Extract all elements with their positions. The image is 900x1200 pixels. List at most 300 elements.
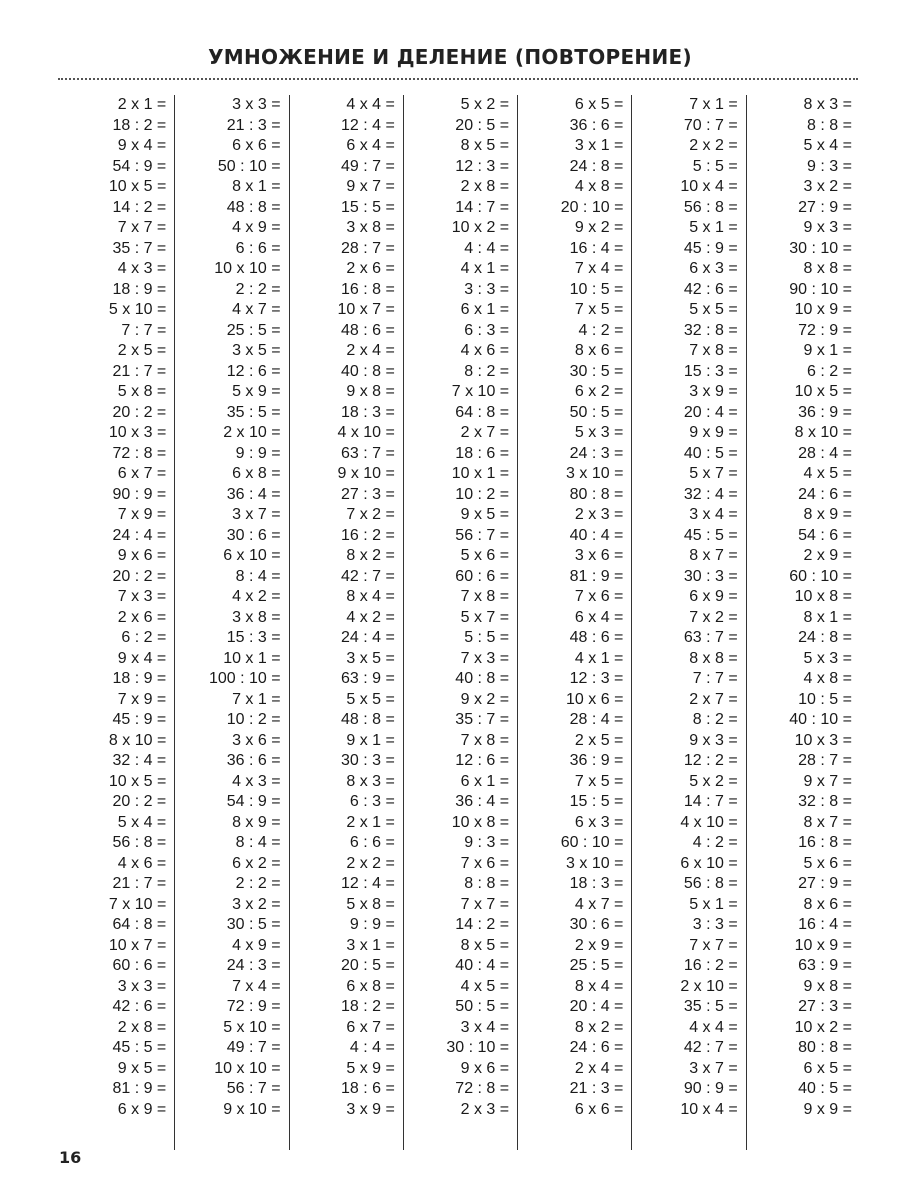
exercise-item: 9 x 6 =	[117, 547, 167, 564]
exercise-column	[403, 95, 517, 1150]
exercise-item: 8 x 2 =	[574, 1018, 624, 1036]
exercise-item: 42 : 7 =	[341, 567, 395, 585]
exercise-item: 4 x 9 =	[232, 936, 281, 954]
exercise-item: 9 x 1 =	[346, 731, 395, 749]
exercise-item: 45 : 9 =	[683, 239, 738, 257]
exercise-item: 8 x 10 =	[108, 731, 167, 749]
exercise-item: 3 : 3 =	[692, 916, 738, 933]
exercise-item: 2 x 3 =	[574, 506, 624, 523]
exercise-item: 10 : 5 =	[569, 280, 624, 298]
exercise-item: 4 x 3 =	[232, 772, 281, 790]
exercise-item: 3 x 8 =	[346, 219, 395, 236]
exercise-item: 14 : 2 =	[112, 198, 167, 216]
exercise-item: 18 : 6 =	[455, 444, 510, 462]
exercise-item: 24 : 4 =	[112, 526, 167, 544]
exercise-item: 8 x 7 =	[689, 547, 738, 564]
exercise-item: 5 x 2 =	[689, 772, 738, 790]
exercise-item: 25 : 5 =	[569, 957, 624, 974]
exercise-item: 6 x 4 =	[574, 608, 624, 626]
page-number: 16	[59, 1148, 82, 1167]
exercise-item: 10 x 8 =	[794, 588, 852, 605]
exercise-item: 7 x 6 =	[460, 854, 510, 872]
exercise-item: 54 : 6 =	[798, 526, 852, 544]
exercise-item: 9 x 5 =	[460, 506, 510, 523]
exercise-item: 3 x 6 =	[574, 547, 624, 564]
exercise-item: 6 : 6 =	[235, 239, 281, 257]
exercise-item: 9 x 10 =	[337, 465, 395, 482]
exercise-column	[174, 95, 288, 1150]
exercise-item: 3 x 3 =	[117, 977, 167, 995]
exercise-item: 2 x 9 =	[574, 936, 624, 954]
exercise-column	[631, 95, 745, 1150]
exercise-item: 2 x 2 =	[689, 137, 738, 154]
exercise-item: 8 x 2 =	[346, 547, 395, 564]
exercise-item: 6 x 7 =	[346, 1018, 395, 1036]
exercise-item: 8 : 2 =	[464, 362, 510, 380]
exercise-item: 42 : 6 =	[112, 998, 167, 1015]
exercise-item: 32 : 4 =	[112, 752, 167, 769]
exercise-item: 5 x 6 =	[460, 547, 510, 564]
exercise-item: 70 : 7 =	[683, 116, 738, 134]
exercise-item: 4 x 5 =	[803, 465, 852, 482]
exercise-item: 2 : 2 =	[235, 875, 281, 892]
exercise-item: 10 x 3 =	[794, 731, 852, 749]
exercise-item: 45 : 5 =	[683, 526, 738, 544]
exercise-item: 5 x 3 =	[574, 424, 624, 441]
exercise-item: 16 : 2 =	[341, 526, 395, 544]
exercise-item: 64 : 8 =	[112, 916, 167, 933]
exercise-item: 10 x 5 =	[108, 772, 167, 790]
exercise-item: 56 : 8 =	[683, 198, 738, 216]
exercise-item: 5 x 5 =	[689, 301, 738, 318]
exercise-item: 20 : 2 =	[112, 793, 167, 810]
exercise-item: 2 x 8 =	[460, 178, 510, 195]
exercise-item: 16 : 2 =	[683, 957, 738, 974]
exercise-item: 2 x 3 =	[460, 1100, 510, 1118]
exercise-item: 9 x 9 =	[803, 1100, 852, 1118]
exercise-item: 63 : 7 =	[341, 444, 395, 462]
exercise-item: 60 : 10 =	[789, 567, 852, 585]
exercise-item: 60 : 6 =	[112, 957, 167, 974]
exercise-item: 5 x 9 =	[232, 383, 281, 400]
exercise-item: 4 x 8 =	[803, 670, 852, 687]
exercise-item: 40 : 5 =	[798, 1080, 852, 1097]
exercise-item: 8 x 1 =	[232, 178, 281, 195]
exercise-column	[746, 95, 860, 1150]
exercise-item: 3 x 4 =	[689, 506, 738, 523]
exercise-item: 7 x 6 =	[574, 588, 624, 605]
exercise-item: 12 : 6 =	[226, 362, 281, 380]
exercise-item: 12 : 4 =	[341, 116, 395, 134]
exercise-column	[60, 95, 174, 1150]
exercise-item: 7 x 8 =	[460, 731, 510, 749]
exercise-item: 49 : 7 =	[226, 1039, 281, 1056]
exercise-item: 4 x 7 =	[232, 301, 281, 318]
exercise-item: 27 : 9 =	[798, 198, 852, 216]
exercise-item: 36 : 4 =	[226, 485, 281, 503]
exercise-item: 40 : 8 =	[455, 670, 510, 687]
exercise-item: 5 x 3 =	[803, 649, 852, 667]
exercise-item: 3 x 6 =	[232, 731, 281, 749]
exercise-item: 9 x 8 =	[803, 977, 852, 995]
exercise-item: 32 : 8 =	[683, 321, 738, 339]
exercise-item: 2 x 10 =	[680, 977, 738, 995]
exercise-item: 2 x 8 =	[117, 1018, 167, 1036]
exercise-item: 8 : 8 =	[807, 116, 852, 134]
exercise-item: 9 x 7 =	[803, 772, 852, 790]
exercise-item: 50 : 5 =	[455, 998, 510, 1015]
exercise-item: 6 x 3 =	[689, 260, 738, 277]
exercise-item: 4 x 4 =	[689, 1018, 738, 1036]
exercise-item: 30 : 10 =	[446, 1039, 510, 1056]
exercise-item: 9 x 5 =	[117, 1059, 167, 1077]
exercise-item: 36 : 6 =	[226, 752, 281, 769]
exercise-item: 10 x 4 =	[680, 178, 738, 195]
exercise-item: 6 x 2 =	[232, 854, 281, 872]
exercise-item: 5 x 5 =	[346, 690, 395, 708]
exercise-item: 12 : 3 =	[455, 157, 510, 175]
exercise-item: 6 x 8 =	[232, 465, 281, 482]
exercise-item: 12 : 6 =	[455, 752, 510, 769]
exercise-item: 24 : 8 =	[569, 157, 624, 175]
exercise-item: 6 x 2 =	[574, 383, 624, 400]
exercise-item: 80 : 8 =	[569, 485, 624, 503]
exercise-item: 24 : 3 =	[569, 444, 624, 462]
exercise-item: 21 : 3 =	[226, 116, 281, 134]
exercise-item: 18 : 2 =	[341, 998, 395, 1015]
exercise-item: 48 : 6 =	[341, 321, 395, 339]
exercise-item: 15 : 5 =	[569, 793, 624, 810]
exercise-item: 18 : 9 =	[112, 280, 167, 298]
exercise-item: 48 : 8 =	[226, 198, 281, 216]
exercise-item: 4 x 2 =	[346, 608, 395, 626]
exercise-item: 4 x 6 =	[460, 342, 510, 359]
exercise-item: 45 : 5 =	[112, 1039, 167, 1056]
exercise-item: 80 : 8 =	[798, 1039, 852, 1056]
exercise-item: 6 x 8 =	[346, 977, 395, 995]
exercise-item: 2 x 9 =	[803, 547, 852, 564]
exercise-item: 27 : 9 =	[798, 875, 852, 892]
exercise-item: 28 : 7 =	[798, 752, 852, 769]
exercise-item: 7 x 2 =	[689, 608, 738, 626]
exercise-item: 30 : 6 =	[226, 526, 281, 544]
exercise-item: 72 : 9 =	[226, 998, 281, 1015]
exercise-item: 10 : 2 =	[226, 711, 281, 728]
exercise-item: 24 : 6 =	[569, 1039, 624, 1056]
exercise-item: 3 x 2 =	[803, 178, 852, 195]
exercise-item: 27 : 3 =	[798, 998, 852, 1015]
exercise-item: 4 x 7 =	[574, 895, 624, 913]
exercise-item: 10 x 5 =	[108, 178, 167, 195]
exercise-item: 9 x 8 =	[346, 383, 395, 400]
exercise-item: 7 x 10 =	[108, 895, 167, 913]
exercise-item: 72 : 8 =	[112, 444, 167, 462]
exercise-item: 24 : 3 =	[226, 957, 281, 974]
exercise-item: 5 x 10 =	[108, 301, 167, 318]
exercise-item: 4 x 1 =	[460, 260, 510, 277]
exercise-item: 16 : 8 =	[341, 280, 395, 298]
exercise-item: 24 : 8 =	[798, 629, 852, 646]
exercise-item: 50 : 10 =	[217, 157, 281, 175]
exercise-item: 56 : 7 =	[455, 526, 510, 544]
exercise-item: 63 : 9 =	[798, 957, 852, 974]
exercise-item: 9 x 2 =	[460, 690, 510, 708]
exercise-item: 6 x 10 =	[680, 854, 738, 872]
exercise-item: 20 : 4 =	[569, 998, 624, 1015]
exercise-item: 12 : 4 =	[341, 875, 395, 892]
exercise-item: 7 x 9 =	[117, 506, 167, 523]
exercise-item: 3 x 7 =	[689, 1059, 738, 1077]
exercise-item: 14 : 7 =	[683, 793, 738, 810]
exercise-item: 2 x 7 =	[689, 690, 738, 708]
exercise-item: 4 : 2 =	[578, 321, 624, 339]
exercise-item: 4 x 3 =	[117, 260, 167, 277]
exercise-item: 5 : 5 =	[692, 157, 738, 175]
exercise-item: 3 x 10 =	[566, 465, 624, 482]
exercise-item: 24 : 4 =	[341, 629, 395, 646]
exercise-item: 8 : 2 =	[692, 711, 738, 728]
exercise-item: 60 : 6 =	[455, 567, 510, 585]
exercise-item: 56 : 8 =	[683, 875, 738, 892]
exercise-item: 5 x 10 =	[223, 1018, 281, 1036]
exercise-item: 6 x 10 =	[223, 547, 281, 564]
exercise-item: 7 x 5 =	[574, 772, 624, 790]
exercise-item: 5 x 7 =	[460, 608, 510, 626]
exercise-item: 6 x 3 =	[574, 813, 624, 831]
exercise-item: 2 x 6 =	[346, 260, 395, 277]
exercise-item: 7 x 7 =	[117, 219, 167, 236]
exercise-item: 8 x 10 =	[794, 424, 852, 441]
exercise-item: 6 x 9 =	[117, 1100, 167, 1118]
exercise-item: 100 : 10 =	[208, 670, 281, 687]
exercise-item: 8 x 4 =	[574, 977, 624, 995]
exercise-item: 10 : 2 =	[455, 485, 510, 503]
exercise-item: 15 : 3 =	[683, 362, 738, 380]
exercise-item: 8 x 4 =	[346, 588, 395, 605]
exercise-item: 8 : 4 =	[235, 834, 281, 851]
exercise-item: 18 : 3 =	[569, 875, 624, 892]
exercise-item: 10 x 9 =	[794, 301, 852, 318]
exercise-item: 8 x 6 =	[574, 342, 624, 359]
exercise-item: 48 : 6 =	[569, 629, 624, 646]
exercise-item: 8 : 8 =	[464, 875, 510, 892]
exercise-item: 6 x 6 =	[232, 137, 281, 154]
exercise-item: 35 : 7 =	[455, 711, 510, 728]
exercise-item: 9 x 3 =	[803, 219, 852, 236]
exercise-item: 18 : 2 =	[112, 116, 167, 134]
exercise-item: 7 x 10 =	[451, 383, 510, 400]
exercise-item: 18 : 3 =	[341, 403, 395, 421]
exercise-item: 18 : 9 =	[112, 670, 167, 687]
exercise-item: 4 : 4 =	[349, 1039, 395, 1056]
exercise-item: 35 : 5 =	[226, 403, 281, 421]
exercise-item: 8 x 9 =	[232, 813, 281, 831]
exercise-item: 6 x 5 =	[803, 1059, 852, 1077]
exercise-item: 7 x 5 =	[574, 301, 624, 318]
exercise-item: 4 x 1 =	[574, 649, 624, 667]
exercise-item: 25 : 5 =	[226, 321, 281, 339]
exercise-item: 3 : 3 =	[464, 280, 510, 298]
exercise-item: 9 x 2 =	[574, 219, 624, 236]
exercise-item: 21 : 7 =	[112, 875, 167, 892]
exercise-item: 3 x 7 =	[232, 506, 281, 523]
exercise-item: 20 : 2 =	[112, 567, 167, 585]
exercise-item: 36 : 4 =	[455, 793, 510, 810]
exercise-item: 90 : 9 =	[112, 485, 167, 503]
exercise-item: 6 x 4 =	[346, 137, 395, 154]
exercise-item: 8 x 3 =	[346, 772, 395, 790]
exercise-item: 5 x 7 =	[689, 465, 738, 482]
exercise-item: 4 x 2 =	[232, 588, 281, 605]
exercise-item: 45 : 9 =	[112, 711, 167, 728]
exercise-item: 3 x 5 =	[232, 342, 281, 359]
exercise-item: 8 x 8 =	[803, 260, 852, 277]
exercise-item: 63 : 9 =	[341, 670, 395, 687]
exercise-item: 10 x 7 =	[108, 936, 167, 954]
exercise-item: 5 x 9 =	[346, 1059, 395, 1077]
exercise-item: 7 x 4 =	[574, 260, 624, 277]
exercise-item: 9 : 9 =	[349, 916, 395, 933]
exercise-item: 4 : 4 =	[464, 239, 510, 257]
exercise-item: 8 x 6 =	[803, 895, 852, 913]
exercise-item: 8 x 5 =	[460, 137, 510, 154]
exercise-item: 4 x 6 =	[117, 854, 167, 872]
exercise-item: 4 x 5 =	[460, 977, 510, 995]
exercise-item: 4 x 10 =	[337, 424, 395, 441]
exercise-item: 6 : 3 =	[464, 321, 510, 339]
exercise-item: 30 : 3 =	[683, 567, 738, 585]
page-title: УМНОЖЕНИЕ И ДЕЛЕНИЕ (ПОВТОРЕНИЕ)	[208, 45, 692, 69]
exercise-item: 42 : 6 =	[683, 280, 738, 298]
exercise-item: 6 x 5 =	[574, 96, 624, 113]
exercise-item: 9 x 10 =	[223, 1100, 281, 1118]
exercise-item: 10 x 5 =	[794, 383, 852, 400]
exercise-item: 54 : 9 =	[226, 793, 281, 810]
exercise-column	[517, 95, 631, 1150]
exercise-item: 64 : 8 =	[455, 403, 510, 421]
exercise-item: 40 : 5 =	[683, 444, 738, 462]
exercise-item: 16 : 4 =	[569, 239, 624, 257]
exercise-item: 3 x 9 =	[689, 383, 738, 400]
exercise-item: 35 : 5 =	[683, 998, 738, 1015]
exercise-item: 8 x 5 =	[460, 936, 510, 954]
exercise-item: 3 x 9 =	[346, 1100, 395, 1118]
exercise-item: 36 : 6 =	[569, 116, 624, 134]
exercise-item: 54 : 9 =	[112, 157, 167, 175]
exercise-item: 30 : 10 =	[789, 239, 852, 257]
exercise-item: 7 x 1 =	[232, 690, 281, 708]
exercise-item: 6 x 9 =	[689, 588, 738, 605]
exercise-item: 8 : 4 =	[235, 567, 281, 585]
exercise-item: 2 x 5 =	[574, 731, 624, 749]
exercise-item: 32 : 8 =	[798, 793, 852, 810]
exercise-item: 10 x 6 =	[566, 690, 624, 708]
exercise-item: 7 x 1 =	[689, 96, 738, 113]
exercise-item: 3 x 8 =	[232, 608, 281, 626]
exercise-item: 72 : 9 =	[798, 321, 852, 339]
exercise-item: 2 x 4 =	[574, 1059, 624, 1077]
exercise-item: 63 : 7 =	[683, 629, 738, 646]
exercise-item: 2 x 6 =	[117, 608, 167, 626]
exercise-item: 12 : 3 =	[569, 670, 624, 687]
exercise-item: 6 : 3 =	[349, 793, 395, 810]
exercise-item: 20 : 5 =	[341, 957, 395, 974]
exercise-item: 16 : 8 =	[798, 834, 852, 851]
exercise-item: 5 x 1 =	[689, 219, 738, 236]
exercise-item: 40 : 10 =	[789, 711, 852, 728]
exercise-item: 27 : 3 =	[341, 485, 395, 503]
exercise-item: 5 x 8 =	[346, 895, 395, 913]
exercise-item: 20 : 4 =	[683, 403, 738, 421]
exercise-item: 24 : 6 =	[798, 485, 852, 503]
exercise-item: 9 x 7 =	[346, 178, 395, 195]
exercise-item: 6 x 1 =	[460, 301, 510, 318]
exercise-item: 3 x 2 =	[232, 895, 281, 913]
exercise-item: 10 x 1 =	[223, 649, 281, 667]
exercise-item: 12 : 2 =	[683, 752, 738, 769]
exercise-item: 10 x 7 =	[337, 301, 395, 318]
exercise-item: 15 : 5 =	[341, 198, 395, 216]
exercise-item: 81 : 9 =	[569, 567, 624, 585]
exercise-item: 8 x 8 =	[689, 649, 738, 667]
exercise-item: 5 x 6 =	[803, 854, 852, 872]
exercise-item: 48 : 8 =	[341, 711, 395, 728]
exercise-item: 4 x 4 =	[346, 96, 395, 113]
exercise-item: 9 : 3 =	[464, 834, 510, 851]
exercise-item: 50 : 5 =	[569, 403, 624, 421]
exercise-item: 7 x 8 =	[460, 588, 510, 605]
exercise-item: 3 x 5 =	[346, 649, 395, 667]
exercise-item: 56 : 8 =	[112, 834, 167, 851]
exercise-item: 7 x 7 =	[689, 936, 738, 954]
exercise-item: 10 x 4 =	[680, 1100, 738, 1118]
exercise-item: 36 : 9 =	[798, 403, 852, 421]
exercise-item: 6 : 2 =	[121, 629, 167, 646]
exercise-item: 9 x 4 =	[117, 137, 167, 154]
exercise-item: 30 : 5 =	[226, 916, 281, 933]
exercise-item: 14 : 2 =	[455, 916, 510, 933]
exercise-item: 10 x 8 =	[451, 813, 510, 831]
exercise-item: 30 : 3 =	[341, 752, 395, 769]
exercise-item: 9 x 1 =	[803, 342, 852, 359]
exercise-item: 7 x 7 =	[460, 895, 510, 913]
exercise-item: 30 : 6 =	[569, 916, 624, 933]
exercise-item: 4 x 10 =	[680, 813, 738, 831]
exercise-item: 3 x 4 =	[460, 1018, 510, 1036]
exercise-item: 28 : 4 =	[798, 444, 852, 462]
exercise-item: 3 x 10 =	[566, 854, 624, 872]
exercise-item: 8 x 3 =	[803, 96, 852, 113]
exercise-item: 20 : 5 =	[455, 116, 510, 134]
exercise-item: 20 : 2 =	[112, 403, 167, 421]
exercise-item: 7 x 3 =	[460, 649, 510, 667]
exercise-item: 3 x 3 =	[232, 96, 281, 113]
exercise-item: 15 : 3 =	[226, 629, 281, 646]
exercise-item: 9 x 9 =	[689, 424, 738, 441]
exercise-item: 7 x 8 =	[689, 342, 738, 359]
exercise-item: 10 x 1 =	[451, 465, 510, 482]
exercise-item: 36 : 9 =	[569, 752, 624, 769]
exercise-item: 8 x 1 =	[803, 608, 852, 626]
exercise-item: 9 : 9 =	[235, 444, 281, 462]
exercise-item: 28 : 7 =	[341, 239, 395, 257]
exercise-item: 10 x 3 =	[108, 424, 167, 441]
exercise-item: 5 x 8 =	[117, 383, 167, 400]
exercise-item: 40 : 4 =	[455, 957, 510, 974]
exercise-item: 4 x 9 =	[232, 219, 281, 236]
exercise-item: 16 : 4 =	[798, 916, 852, 933]
exercise-item: 3 x 1 =	[574, 137, 624, 154]
